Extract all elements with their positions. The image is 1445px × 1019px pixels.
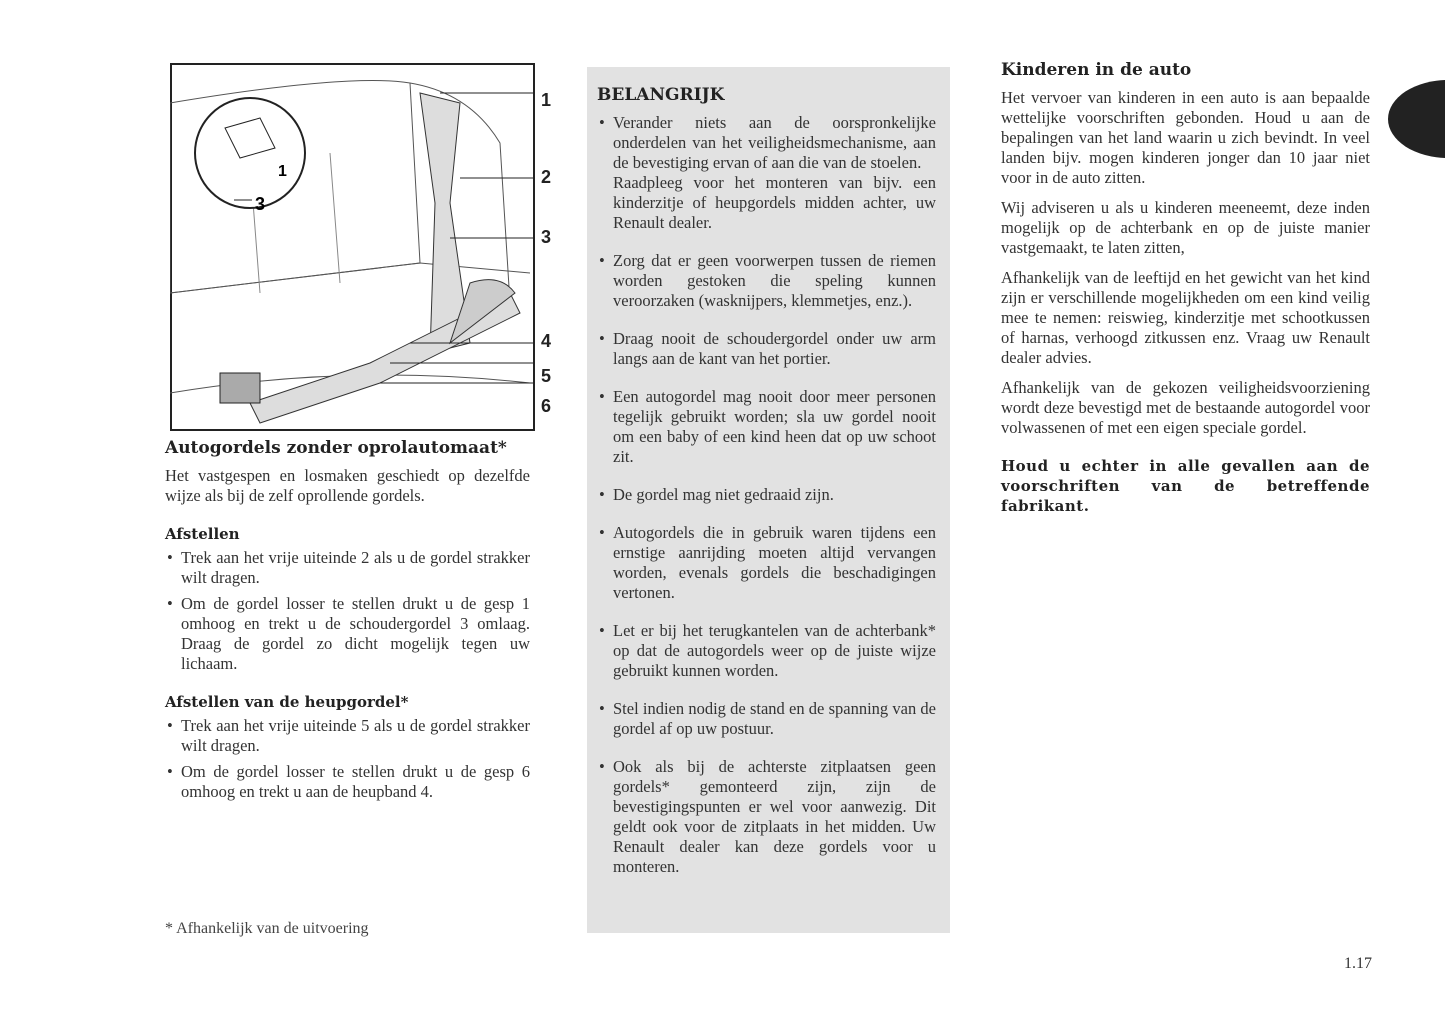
left-column — [165, 438, 530, 808]
footnote: * Afhankelijk van de uitvoering — [165, 920, 369, 937]
paragraph: Het vervoer van kinderen in een auto is aan bepaalde wettelijke voorschriften gebonden. Houd u aan de bepalingen van het land waarin u zich bevindt. In veel landen bijv. mogen kinderen jonger dan 10 jaar niet voor in de auto zitten. — [1001, 88, 1370, 187]
list-item: • Verander niets aan de oorspronkelijke onderdelen van het veiligheidsmechanisme, aan de bevestiging ervan of aan die van de stoelen. — [597, 113, 936, 173]
list-item: • Let er bij het terugkantelen van de achterbank* op dat de autogordels weer op de juiste wijze gebruikt kunnen worden. — [597, 621, 936, 681]
list-item: • De gordel mag niet gedraaid zijn. — [597, 485, 936, 505]
section-title: Kinderen in de auto — [1001, 60, 1192, 80]
warning-text: Houd u echter in alle gevallen aan de voorschriften van de betreffende fabrikant. — [1001, 457, 1370, 515]
section-title: Autogordels zonder oprolautomaat* — [165, 438, 507, 458]
list-item: • Autogordels die in gebruik waren tijdens een ernstige aanrijding moeten altijd vervangen worden, evenals gordels die beschadigingen vertonen. — [597, 523, 936, 603]
paragraph: Afhankelijk van de gekozen veiligheidsvoorziening wordt deze bevestigd met de bestaande autogordel voor volwassenen of met een eigen speciale gordel. — [1001, 378, 1370, 437]
inset-label: 1 — [278, 163, 287, 180]
subsection-title: Afstellen van de heupgordel* — [165, 693, 409, 711]
list-item: • Ook als bij de achterste zitplaatsen geen gordels* gemonteerd zijn, zijn de bevestigingspunten er wel voor aanwezig. Dit geldt ook voor de zitplaats in het midden. Uw Renault dealer kan deze gordels voor u monteren. — [597, 757, 936, 877]
right-column — [1001, 60, 1370, 526]
list-item: • Trek aan het vrije uiteinde 2 als u de gordel strakker wilt dragen. — [165, 548, 530, 588]
seatbelt-illustration — [170, 63, 550, 433]
callout-5: 5 — [541, 366, 552, 386]
list-item: • Zorg dat er geen voorwerpen tussen de riemen worden gestoken die speling kunnen veroorzaken (wasknijpers, klemmetjes, enz.). — [597, 251, 936, 311]
important-box — [587, 67, 950, 933]
callout-4: 4 — [541, 331, 552, 351]
intro-text: Het vastgespen en losmaken geschiedt op dezelfde wijze als bij de zelf oprollende gordels. — [165, 466, 530, 505]
list-item: • Een autogordel mag nooit door meer personen tegelijk gebruikt worden; sla uw gordel nooit om een baby of een kind heen dat op uw schoot zit. — [597, 387, 936, 467]
callout-1: 1 — [541, 90, 552, 110]
list-item: • Om de gordel losser te stellen drukt u de gesp 1 omhoog en trekt u de schoudergordel 3 omlaag. Draag de gordel zo dicht mogelijk tegen uw lichaam. — [165, 594, 530, 674]
subsection-title: Afstellen — [165, 525, 240, 543]
callout-2: 2 — [541, 167, 552, 187]
list-item: • Stel indien nodig de stand en de spanning van de gordel af op uw postuur. — [597, 699, 936, 739]
list-item: • Om de gordel losser te stellen drukt u de gesp 6 omhoog en trekt u aan de heupband 4. — [165, 762, 530, 802]
list-item: • Trek aan het vrije uiteinde 5 als u de gordel strakker wilt dragen. — [165, 716, 530, 756]
list-item: • Draag nooit de schoudergordel onder uw arm langs aan de kant van het portier. — [597, 329, 936, 369]
paragraph: Afhankelijk van de leeftijd en het gewicht van het kind zijn er verschillende mogelijkheden om een kind veilig mee te nemen: reiswieg, kinderzitje met schootkussen of harnas, verhoogd zitkussen enz. Vraag uw Renault dealer advies. — [1001, 268, 1370, 367]
inset-label: 3 — [255, 194, 266, 214]
callout-6: 6 — [541, 396, 552, 416]
callout-3: 3 — [541, 227, 552, 247]
list-item-continuation: Raadpleeg voor het monteren van bijv. een kinderzitje of heupgordels midden achter, uw Renault dealer. — [613, 173, 936, 232]
paragraph: Wij adviseren u als u kinderen meeneemt, deze inden mogelijk op de achterbank en op de juiste manier vastgemaakt, te laten zitten, — [1001, 198, 1370, 257]
page-number: 1.17 — [1344, 955, 1372, 972]
important-title: BELANGRIJK — [597, 85, 725, 105]
chapter-tab-marker — [1388, 80, 1445, 158]
